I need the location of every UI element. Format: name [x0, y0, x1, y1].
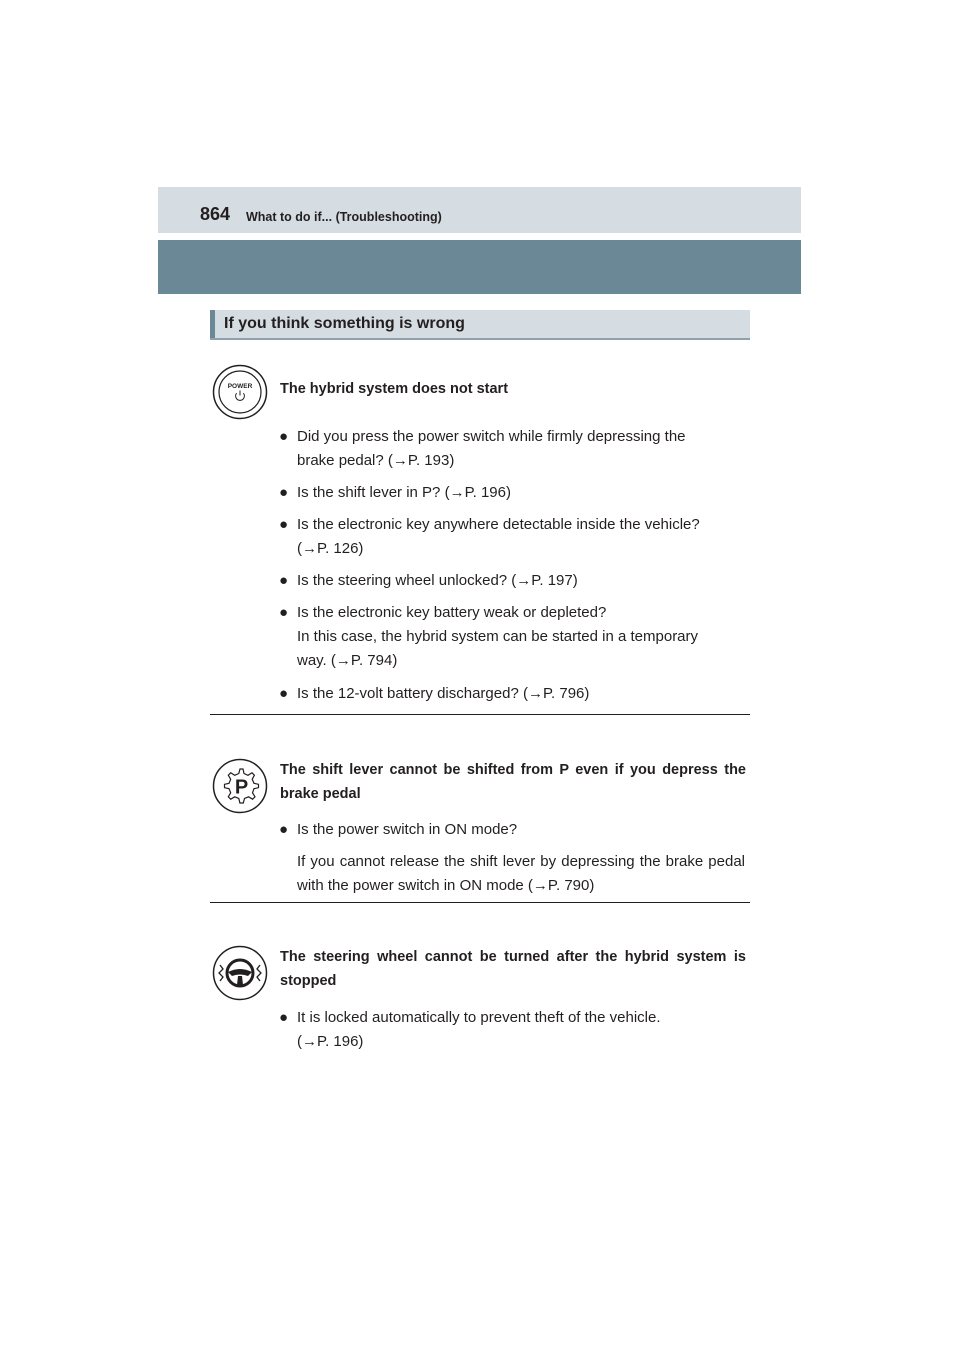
p-icon-label: P	[234, 776, 249, 799]
bullet-dot-icon: ●	[279, 484, 289, 501]
bullet-dot-icon: ●	[279, 1009, 289, 1026]
bullet-dot-icon: ●	[279, 685, 289, 702]
list-item-line: Is the electronic key anywhere detectable inside the vehicle?	[297, 516, 700, 533]
list-item-line: In this case, the hybrid system can be started in a temporary	[297, 628, 699, 645]
bullet-dot-icon: ●	[279, 821, 289, 838]
list-item-line: (→P. 196)	[297, 1033, 364, 1050]
list-item	[279, 601, 745, 673]
list-item	[279, 481, 745, 505]
title-band	[158, 240, 801, 294]
bullet-dot-icon: ●	[279, 572, 289, 589]
list-item	[279, 1006, 745, 1054]
divider	[210, 714, 750, 715]
list-item-line: Is the steering wheel unlocked? (→P. 197)	[297, 572, 578, 589]
bullet-dot-icon: ●	[279, 604, 289, 621]
list-item-line: Is the electronic key battery weak or depleted?	[297, 604, 607, 621]
section-heading-text: If you think something is wrong	[224, 315, 465, 332]
section-heading	[210, 310, 750, 340]
note-text: If you cannot release the shift lever by depressing the brake pedal with the power switch in ON mode (→P. 790)	[297, 853, 745, 894]
list-item-line: brake pedal? (→P. 193)	[297, 452, 455, 469]
shift-lock-p-icon	[212, 758, 268, 814]
block-title-shift-lever: The shift lever cannot be shifted from P even if you depress the brake pedal	[280, 762, 746, 802]
power-icon-label: POWER	[227, 383, 253, 390]
list-item-line: Is the power switch in ON mode?	[297, 821, 518, 838]
section-heading-accent	[210, 310, 215, 338]
list-item-line: way. (→P. 794)	[297, 652, 398, 669]
block-title-steering-wheel: The steering wheel cannot be turned after the hybrid system is stopped	[280, 949, 746, 989]
list-item	[279, 818, 745, 842]
steering-lock-icon	[212, 945, 268, 1001]
list-item-line: Is the 12-volt battery discharged? (→P. 796)	[297, 685, 590, 702]
list-item-line: It is locked automatically to prevent theft of the vehicle.	[297, 1009, 661, 1026]
list-item	[279, 682, 745, 706]
list-item-line: (→P. 126)	[297, 540, 364, 557]
list-item-line: Did you press the power switch while firmly depressing the	[297, 428, 686, 445]
bullet-dot-icon: ●	[279, 428, 289, 445]
divider	[210, 902, 750, 903]
list-item	[279, 569, 745, 593]
list-item	[279, 513, 745, 561]
page-number: 864	[200, 204, 231, 224]
bullet-dot-icon: ●	[279, 516, 289, 533]
list-item	[279, 425, 745, 473]
chapter-title: What to do if... (Troubleshooting)	[246, 210, 442, 224]
block-title-hybrid-not-start: The hybrid system does not start	[280, 381, 509, 397]
power-switch-icon	[212, 364, 268, 420]
list-item-line: Is the shift lever in P? (→P. 196)	[297, 484, 511, 501]
